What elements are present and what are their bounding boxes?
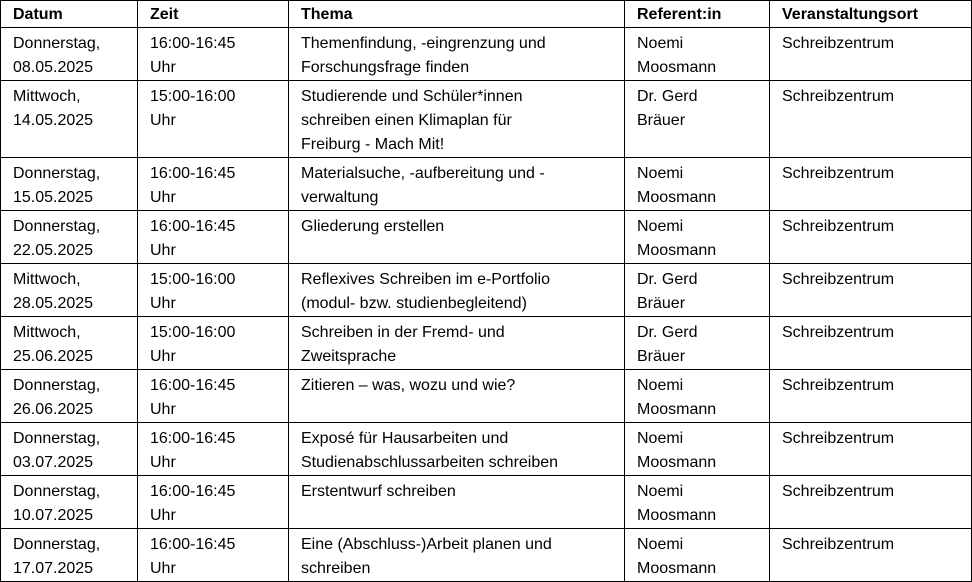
cell-referent-line: Moosmann	[637, 242, 717, 259]
cell-referent-line: Moosmann	[637, 59, 717, 76]
table-row	[1, 370, 972, 423]
cell-thema-line: Zweitsprache	[301, 348, 397, 365]
cell-veranstaltungsort	[770, 28, 972, 81]
cell-datum-line: Donnerstag,	[13, 536, 101, 553]
table-row	[1, 264, 972, 317]
cell-veranstaltungsort	[770, 476, 972, 529]
cell-referent-line: Noemi	[637, 35, 684, 52]
cell-referent-line: Noemi	[637, 536, 684, 553]
cell-thema-line: schreiben	[301, 560, 371, 577]
cell-thema-line: verwaltung	[301, 189, 379, 206]
cell-referent-line: Noemi	[637, 430, 684, 447]
cell-veranstaltungsort-text: Schreibzentrum	[782, 377, 895, 394]
cell-referent	[625, 81, 770, 158]
cell-datum	[1, 211, 138, 264]
table-row	[1, 28, 972, 81]
cell-datum-line: Donnerstag,	[13, 483, 101, 500]
cell-referent-line: Bräuer	[637, 348, 686, 365]
cell-referent-line: Dr. Gerd	[637, 271, 698, 288]
cell-thema	[289, 211, 625, 264]
table-row	[1, 158, 972, 211]
cell-datum	[1, 158, 138, 211]
cell-referent	[625, 317, 770, 370]
cell-thema-line: Freiburg - Mach Mit!	[301, 136, 445, 153]
cell-veranstaltungsort-text: Schreibzentrum	[782, 35, 895, 52]
cell-thema	[289, 81, 625, 158]
cell-referent-line: Dr. Gerd	[637, 88, 698, 105]
cell-datum-line: 15.05.2025	[13, 189, 94, 206]
cell-zeit-line: Uhr	[150, 59, 176, 76]
cell-zeit-line: 16:00-16:45	[150, 536, 236, 553]
cell-datum-line: Donnerstag,	[13, 430, 101, 447]
cell-datum	[1, 81, 138, 158]
cell-thema-line: Reflexives Schreiben im e-Portfolio	[301, 271, 550, 288]
cell-datum-line: Donnerstag,	[13, 165, 101, 182]
cell-datum	[1, 423, 138, 476]
cell-veranstaltungsort	[770, 158, 972, 211]
table-row	[1, 476, 972, 529]
cell-zeit-line: Uhr	[150, 189, 176, 206]
column-header-zeit: Zeit	[138, 1, 289, 28]
cell-zeit-line: Uhr	[150, 112, 176, 129]
column-header-thema: Thema	[289, 1, 625, 28]
cell-datum	[1, 28, 138, 81]
cell-zeit-line: 16:00-16:45	[150, 430, 236, 447]
cell-referent	[625, 28, 770, 81]
cell-referent-line: Moosmann	[637, 401, 717, 418]
cell-datum-line: Donnerstag,	[13, 218, 101, 235]
cell-datum-line: Mittwoch,	[13, 88, 81, 105]
cell-thema-line: Exposé für Hausarbeiten und	[301, 430, 509, 447]
cell-thema	[289, 370, 625, 423]
cell-zeit	[138, 28, 289, 81]
cell-thema-line: Studierende und Schüler*innen	[301, 88, 523, 105]
cell-zeit-line: 16:00-16:45	[150, 165, 236, 182]
cell-zeit-line: Uhr	[150, 401, 176, 418]
cell-datum	[1, 264, 138, 317]
cell-datum-line: 10.07.2025	[13, 507, 94, 524]
cell-zeit	[138, 529, 289, 582]
cell-referent	[625, 476, 770, 529]
table-row	[1, 81, 972, 158]
cell-thema	[289, 28, 625, 81]
cell-zeit	[138, 370, 289, 423]
cell-veranstaltungsort-text: Schreibzentrum	[782, 88, 895, 105]
cell-referent-line: Moosmann	[637, 454, 717, 471]
cell-thema-line: Gliederung erstellen	[301, 218, 445, 235]
cell-referent	[625, 423, 770, 476]
cell-thema	[289, 423, 625, 476]
cell-zeit	[138, 423, 289, 476]
cell-referent	[625, 370, 770, 423]
cell-zeit-line: Uhr	[150, 560, 176, 577]
cell-datum	[1, 370, 138, 423]
cell-referent-line: Moosmann	[637, 560, 717, 577]
cell-referent-line: Moosmann	[637, 189, 717, 206]
cell-thema-line: Erstentwurf schreiben	[301, 483, 456, 500]
cell-veranstaltungsort-text: Schreibzentrum	[782, 165, 895, 182]
cell-zeit-line: Uhr	[150, 242, 176, 259]
cell-datum-line: Donnerstag,	[13, 377, 101, 394]
cell-referent-line: Noemi	[637, 218, 684, 235]
table-header-row	[1, 1, 972, 28]
table-row	[1, 423, 972, 476]
cell-thema-line: Zitieren – was, wozu und wie?	[301, 377, 516, 394]
cell-zeit-line: Uhr	[150, 348, 176, 365]
column-header-datum: Datum	[1, 1, 138, 28]
cell-zeit	[138, 264, 289, 317]
cell-referent-line: Noemi	[637, 483, 684, 500]
cell-zeit-line: 15:00-16:00	[150, 271, 236, 288]
cell-thema-line: Forschungsfrage finden	[301, 59, 470, 76]
cell-thema	[289, 529, 625, 582]
cell-zeit-line: 15:00-16:00	[150, 88, 236, 105]
cell-datum-line: Donnerstag,	[13, 35, 101, 52]
cell-veranstaltungsort-text: Schreibzentrum	[782, 271, 895, 288]
column-header-referent: Referent:in	[625, 1, 770, 28]
cell-veranstaltungsort-text: Schreibzentrum	[782, 483, 895, 500]
cell-zeit-line: Uhr	[150, 507, 176, 524]
cell-veranstaltungsort	[770, 264, 972, 317]
cell-datum	[1, 529, 138, 582]
cell-datum-line: 17.07.2025	[13, 560, 94, 577]
cell-thema-line: schreiben einen Klimaplan für	[301, 112, 512, 129]
cell-datum-line: 28.05.2025	[13, 295, 94, 312]
cell-thema	[289, 158, 625, 211]
cell-datum-line: 14.05.2025	[13, 112, 94, 129]
cell-referent-line: Noemi	[637, 165, 684, 182]
cell-referent	[625, 158, 770, 211]
cell-veranstaltungsort-text: Schreibzentrum	[782, 430, 895, 447]
cell-zeit-line: 16:00-16:45	[150, 218, 236, 235]
cell-referent-line: Moosmann	[637, 507, 717, 524]
cell-veranstaltungsort-text: Schreibzentrum	[782, 218, 895, 235]
table-row	[1, 317, 972, 370]
column-header-veranstaltungsort: Veranstaltungsort	[770, 1, 972, 28]
cell-referent-line: Noemi	[637, 377, 684, 394]
table-row	[1, 529, 972, 582]
cell-zeit	[138, 476, 289, 529]
cell-zeit	[138, 317, 289, 370]
cell-thema-line: Eine (Abschluss-)Arbeit planen und	[301, 536, 552, 553]
cell-referent	[625, 211, 770, 264]
cell-veranstaltungsort	[770, 529, 972, 582]
cell-datum-line: 08.05.2025	[13, 59, 94, 76]
cell-datum-line: Mittwoch,	[13, 271, 81, 288]
cell-veranstaltungsort	[770, 423, 972, 476]
cell-referent-line: Bräuer	[637, 295, 686, 312]
cell-referent	[625, 264, 770, 317]
cell-referent-line: Dr. Gerd	[637, 324, 698, 341]
cell-thema-line: Themenfindung, -eingrenzung und	[301, 35, 546, 52]
cell-thema-line: Schreiben in der Fremd- und	[301, 324, 505, 341]
cell-datum-line: 22.05.2025	[13, 242, 94, 259]
cell-datum	[1, 317, 138, 370]
cell-referent	[625, 529, 770, 582]
cell-thema-line: (modul- bzw. studienbegleitend)	[301, 295, 527, 312]
cell-veranstaltungsort	[770, 317, 972, 370]
cell-zeit	[138, 211, 289, 264]
cell-veranstaltungsort-text: Schreibzentrum	[782, 324, 895, 341]
cell-datum	[1, 476, 138, 529]
cell-zeit	[138, 158, 289, 211]
cell-veranstaltungsort	[770, 370, 972, 423]
table-body	[1, 28, 972, 582]
cell-datum-line: 26.06.2025	[13, 401, 94, 418]
cell-thema-line: Materialsuche, -aufbereitung und -	[301, 165, 545, 182]
table-row	[1, 211, 972, 264]
cell-datum-line: Mittwoch,	[13, 324, 81, 341]
cell-datum-line: 03.07.2025	[13, 454, 94, 471]
cell-veranstaltungsort-text: Schreibzentrum	[782, 536, 895, 553]
cell-thema-line: Studienabschlussarbeiten schreiben	[301, 454, 559, 471]
cell-datum-line: 25.06.2025	[13, 348, 94, 365]
cell-referent-line: Bräuer	[637, 112, 686, 129]
cell-thema	[289, 476, 625, 529]
cell-zeit	[138, 81, 289, 158]
cell-zeit-line: 16:00-16:45	[150, 377, 236, 394]
cell-veranstaltungsort	[770, 211, 972, 264]
cell-zeit-line: Uhr	[150, 454, 176, 471]
cell-thema	[289, 264, 625, 317]
cell-thema	[289, 317, 625, 370]
cell-zeit-line: 16:00-16:45	[150, 483, 236, 500]
cell-zeit-line: 16:00-16:45	[150, 35, 236, 52]
cell-zeit-line: 15:00-16:00	[150, 324, 236, 341]
cell-veranstaltungsort	[770, 81, 972, 158]
cell-zeit-line: Uhr	[150, 295, 176, 312]
